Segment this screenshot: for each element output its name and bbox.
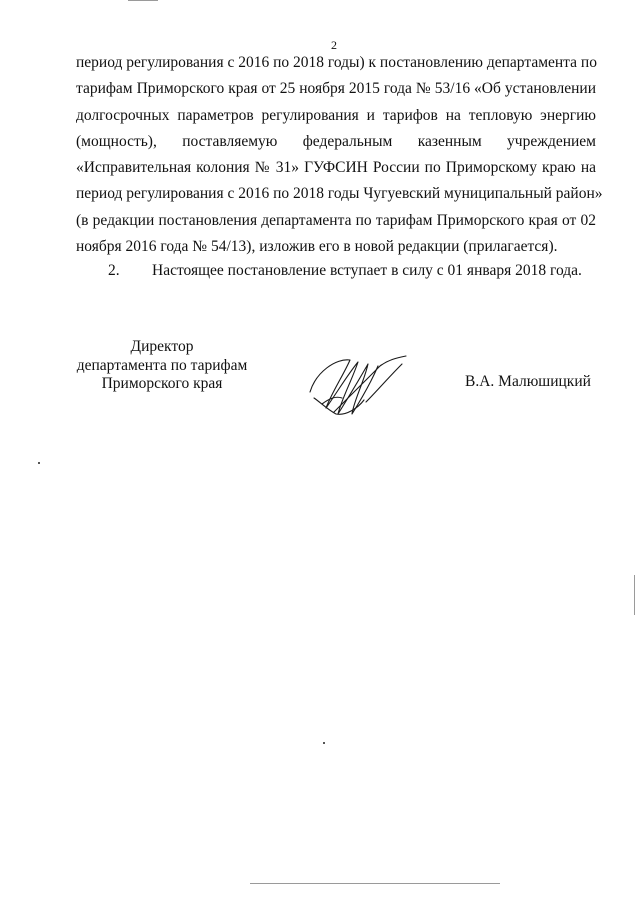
signatory-title-line: Директор [130, 338, 194, 355]
paragraph-line: долгосрочных параметров регулирования и тарифов на тепловую энергию [76, 106, 596, 124]
signatory-title-line: Приморского края [101, 375, 223, 392]
item-number: 2. [108, 262, 120, 279]
scan-speck [38, 462, 40, 464]
item-text: Настоящее постановление вступает в силу с 01 января 2018 года. [152, 262, 582, 279]
paragraph-line: (мощность), поставляемую федеральным казенным учреждением [76, 132, 596, 150]
scan-edge-mark [128, 0, 158, 1]
paragraph-line: ноября 2016 года № 54/13), изложив его в новой редакции (прилагается). [76, 238, 558, 256]
paragraph-line: тарифам Приморского края от 25 ноября 2015 года № 53/16 «Об установлении [76, 80, 596, 98]
signatory-name: В.А. Малюшицкий [465, 373, 591, 390]
paragraph-line: период регулирования с 2016 по 2018 годы) к постановлению департамента по [76, 54, 597, 71]
page-number: 2 [331, 38, 337, 52]
paragraph-continuation [76, 50, 603, 260]
scan-edge-mark [250, 883, 500, 884]
paragraph-line: (в редакции постановления департамента по тарифам Приморского края от 02 [76, 211, 596, 229]
scan-speck [323, 742, 325, 744]
paragraph-line: период регулирования с 2016 по 2018 годы Чугуевский муниципальный район» [76, 185, 603, 203]
scan-edge-mark [634, 575, 635, 615]
signatory-title [56, 338, 268, 394]
signatory-title-line: департамента по тарифам [76, 356, 248, 374]
handwritten-signature [306, 352, 414, 418]
paragraph-line: «Исправительная колония № 31» ГУФСИН России по Приморскому краю на [76, 159, 596, 177]
